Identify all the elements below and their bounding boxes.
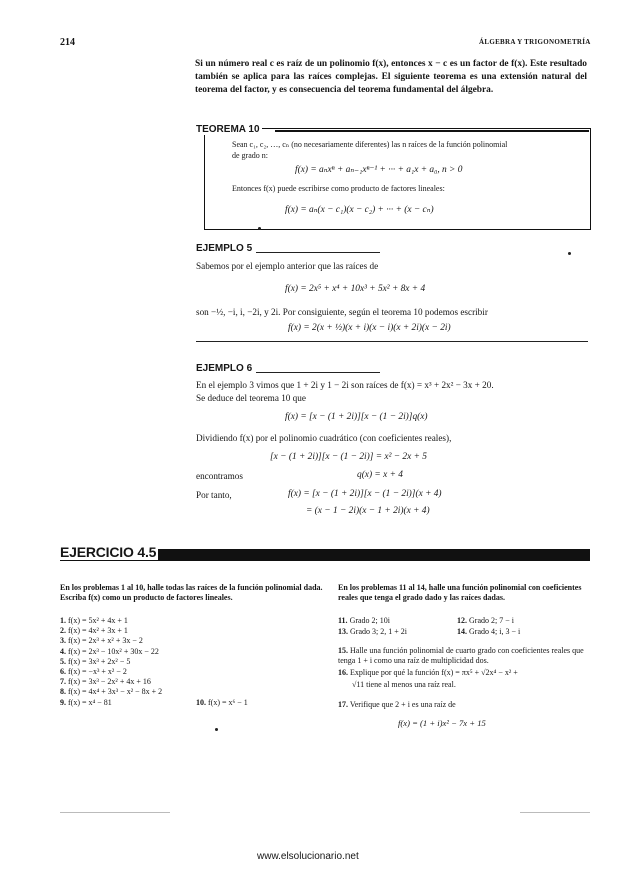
page-number: 214 bbox=[60, 37, 75, 48]
problem-number: 5. bbox=[60, 656, 66, 666]
problem-12 bbox=[457, 616, 514, 626]
left-instructions: En los problemas 1 al 10, halle todas las raíces de la función polinomial dada. Escriba f(x) como un producto de factores lineales. bbox=[60, 583, 323, 602]
problem-number: 1. bbox=[60, 616, 66, 625]
section-divider bbox=[196, 341, 588, 342]
problem-6 bbox=[60, 667, 325, 677]
problem-text: f(x) = 3x³ + 2x² − 5 bbox=[68, 656, 131, 666]
problem-number: 16. bbox=[338, 668, 348, 677]
problem-text: f(x) = 4x⁴ + 3x³ − x² − 8x + 2 bbox=[68, 687, 163, 697]
ejemplo-6-line-2: Se deduce del teorema 10 que bbox=[196, 393, 306, 403]
problem-number: 17. bbox=[338, 700, 348, 709]
ejemplo-5-line-2: son −½, −i, i, −2i, y 2i. Por consiguiente, según el teorema 10 podemos escribir bbox=[196, 307, 488, 317]
ejemplo-5-rule bbox=[256, 252, 380, 253]
problem-16-continued: √11 tiene al menos una raíz real. bbox=[352, 680, 456, 689]
problem-13 bbox=[338, 627, 407, 637]
problem-text: f(x) = 4x² + 3x + 1 bbox=[68, 626, 128, 636]
ejemplo-5-line-1: Sabemos por el ejemplo anterior que las raíces de bbox=[196, 261, 379, 271]
problem-number: 13. bbox=[338, 627, 348, 636]
problem-number: 15. bbox=[338, 646, 348, 655]
ejemplo-6-equation-4: f(x) = [x − (1 + 2i)][x − (1 − 2i)](x + 4) bbox=[288, 489, 442, 499]
ejemplo-6-title: EJEMPLO 6 bbox=[196, 363, 253, 374]
problem-text: f(x) = 2x³ − 10x² + 30x − 22 bbox=[68, 646, 159, 656]
problem-16 bbox=[338, 668, 598, 678]
problem-number: 6. bbox=[60, 667, 66, 677]
ejemplo-6-equation-1: f(x) = [x − (1 + 2i)][x − (1 − 2i)]q(x) bbox=[285, 412, 428, 422]
ejemplo-6-encontramos: encontramos bbox=[196, 471, 243, 481]
problem-number: 7. bbox=[60, 677, 66, 687]
problem-10 bbox=[196, 698, 248, 708]
ejemplo-6-line-3: Dividiendo f(x) por el polinomio cuadrático (con coeficientes reales), bbox=[196, 433, 452, 443]
problem-text: Grado 2; 10i bbox=[349, 616, 390, 625]
problem-number: 12. bbox=[457, 616, 467, 625]
ejemplo-5-title: EJEMPLO 5 bbox=[196, 243, 253, 254]
problem-number: 4. bbox=[60, 646, 66, 656]
problem-3 bbox=[60, 636, 325, 646]
theorem-line-1: Sean c₁, c₂, …, cₙ (no necesariamente diferentes) las n raíces de la función polinomial bbox=[232, 140, 508, 149]
ejemplo-5-equation-2: f(x) = 2(x + ½)(x + i)(x − i)(x + 2i)(x − 2i) bbox=[288, 323, 451, 333]
problem-14 bbox=[457, 627, 520, 637]
scan-mark bbox=[60, 812, 170, 813]
problem-text: Grado 3; 2, 1 + 2i bbox=[350, 627, 407, 636]
problem-number: 3. bbox=[60, 636, 66, 646]
theorem-marker-dot bbox=[258, 227, 261, 230]
problem-text: Halle una función polinomial de cuarto grado con coeficientes reales que tenga 1 + i como una raíz de multiplicidad dos. bbox=[338, 646, 584, 666]
problem-text: f(x) = −x³ + x² − 2 bbox=[68, 667, 127, 677]
right-instructions: En los problemas 11 al 14, halle una función polinomial con coeficientes reales que tenga el grado dado y las raíces dadas. bbox=[338, 583, 582, 602]
problem-text: Explique por qué la función f(x) = πx⁵ + √2x⁴ − x² + bbox=[350, 668, 518, 677]
theorem-equation-2: f(x) = aₙ(x − c₁)(x − c₂) + ··· + (x − cₙ) bbox=[285, 205, 434, 215]
intro-paragraph: Si un número real c es raíz de un polinomio f(x), entonces x − c es un factor de f(x). Este resultado también se aplica para las raíces complejas. El siguiente teorema es una extensión natural del teorema del factor, y es consecuencia del teorema fundamental del álgebra. bbox=[195, 59, 587, 95]
problem-text: f(x) = 3x³ − 2x² + 4x + 16 bbox=[68, 677, 151, 687]
ejemplo-6-line-1: En el ejemplo 3 vimos que 1 + 2i y 1 − 2i son raíces de f(x) = x³ + 2x² − 3x + 20. bbox=[196, 380, 494, 390]
problem-15 bbox=[338, 646, 593, 666]
problem-number: 11. bbox=[338, 616, 348, 625]
problem-17 bbox=[338, 700, 456, 710]
ejemplo-5-equation-1: f(x) = 2x⁵ + x⁴ + 10x³ + 5x² + 8x + 4 bbox=[285, 284, 426, 294]
theorem-line-2: de grado n: bbox=[232, 151, 268, 160]
problem-4 bbox=[60, 647, 325, 657]
problem-1 bbox=[60, 616, 325, 626]
problem-7 bbox=[60, 677, 325, 687]
theorem-title: TEOREMA 10 bbox=[196, 124, 260, 135]
problem-text: f(x) = 2x³ + x² + 3x − 2 bbox=[68, 636, 143, 646]
ejemplo-6-rule bbox=[256, 372, 380, 373]
theorem-line-3: Entonces f(x) puede escribirse como producto de factores lineales: bbox=[232, 184, 445, 193]
exercise-title: EJERCICIO 4.5 bbox=[60, 544, 157, 560]
problem-text: Verifique que 2 + i es una raíz de bbox=[349, 700, 456, 709]
ejemplo-6-equation-5: = (x − 1 − 2i)(x − 1 + 2i)(x + 4) bbox=[306, 506, 430, 516]
margin-dot bbox=[568, 252, 571, 255]
problem-17-equation: f(x) = (1 + i)x² − 7x + 15 bbox=[398, 718, 486, 728]
footer-url[interactable]: www.elsolucionario.net bbox=[257, 851, 359, 862]
ejemplo-6-equation-2: [x − (1 + 2i)][x − (1 − 2i)] = x² − 2x + 5 bbox=[270, 452, 427, 462]
problem-5 bbox=[60, 657, 325, 667]
theorem-rule bbox=[275, 130, 589, 132]
ejemplo-6-equation-3: q(x) = x + 4 bbox=[357, 470, 403, 480]
problem-text: Grado 4; i, 3 − i bbox=[469, 627, 521, 636]
problem-text: f(x) = x⁴ − 81 bbox=[68, 697, 112, 707]
problem-number: 14. bbox=[457, 627, 467, 636]
running-header: ÁLGEBRA Y TRIGONOMETRÍA bbox=[479, 38, 591, 46]
problem-11 bbox=[338, 616, 390, 626]
problem-text: f(x) = x⁶ − 1 bbox=[208, 698, 248, 707]
problem-2 bbox=[60, 626, 325, 636]
problem-text: f(x) = 5x² + 4x + 1 bbox=[68, 616, 128, 625]
problem-9 bbox=[60, 698, 325, 708]
problem-number: 9. bbox=[60, 697, 66, 707]
problem-8 bbox=[60, 687, 325, 697]
problem-number: 10. bbox=[196, 698, 206, 707]
problem-text: Grado 2; 7 − i bbox=[469, 616, 514, 625]
theorem-equation-1: f(x) = aₙxⁿ + aₙ₋₁xⁿ⁻¹ + ··· + a₁x + a₀, n > 0 bbox=[295, 165, 463, 175]
ejemplo-6-por-tanto: Por tanto, bbox=[196, 490, 232, 500]
left-problem-list bbox=[60, 616, 325, 708]
problem-number: 2. bbox=[60, 626, 66, 636]
problem-number: 8. bbox=[60, 687, 66, 697]
scan-mark bbox=[520, 812, 590, 813]
page-dot bbox=[215, 728, 218, 731]
